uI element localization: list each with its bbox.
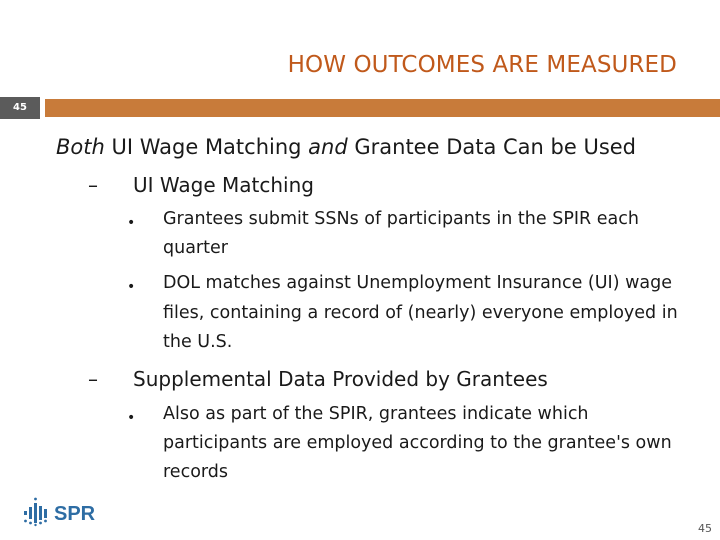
slide-title: HOW OUTCOMES ARE MEASURED [287,52,677,78]
section-label-ui-wage-matching: UI Wage Matching [133,173,314,197]
logo-text: SPR [54,503,96,525]
heading-emphasis-both: Both [56,135,105,159]
section-dash: – [88,173,98,197]
main-heading [56,135,636,159]
spr-logo [22,494,112,528]
bullet-text-dol-matches: DOL matches against Unemployment Insurance (UI) wage files, containing a record of (nearly) everyone employed in the U.S. [163,273,678,352]
heading-text-1: UI Wage Matching [104,135,309,159]
title-underline-bar [45,99,720,117]
bullet-text-ssn: Grantees submit SSNs of participants in the SPIR each quarter [163,209,639,258]
bullet-point: • [127,279,136,295]
page-number: 45 [698,522,712,535]
heading-emphasis-and: and [308,135,348,159]
bullet-point: • [127,410,136,426]
heading-text-2: Grantee Data Can be Used [347,135,637,159]
section-dash: – [88,367,98,391]
slide-number-tag: 45 [0,97,40,119]
bullet-text-spir-grantees: Also as part of the SPIR, grantees indicate which participants are employed according to the grantee's own records [163,404,672,482]
section-label-supplemental-data: Supplemental Data Provided by Grantees [133,367,548,391]
bullet-point: • [127,215,136,231]
